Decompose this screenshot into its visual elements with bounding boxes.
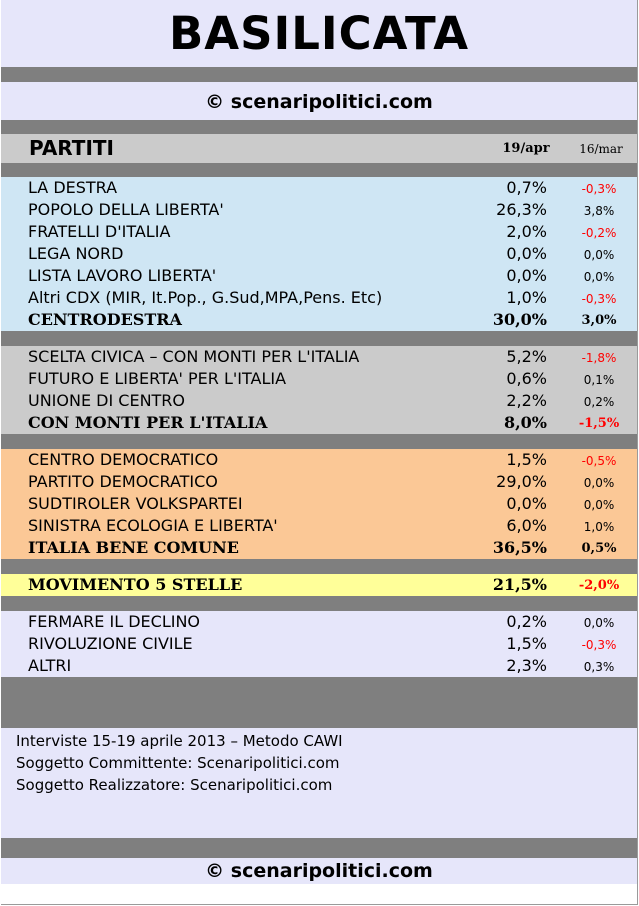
table-row — [1, 243, 637, 265]
footer-line-survey: Interviste 15-19 aprile 2013 – Metodo CAWI — [16, 732, 343, 750]
separator — [1, 596, 637, 611]
copyright-band-top — [1, 82, 637, 120]
party-name: SINISTRA ECOLOGIA E LIBERTA' — [28, 516, 278, 535]
party-delta: 3,8% — [583, 204, 615, 218]
party-delta: 1,0% — [583, 520, 615, 534]
party-name: Altri CDX (MIR, It.Pop., G.Sud,MPA,Pens. Etc) — [28, 288, 383, 307]
party-name: FRATELLI D'ITALIA — [28, 222, 171, 241]
table-row — [1, 346, 637, 368]
separator — [1, 838, 637, 858]
separator — [1, 331, 637, 346]
party-value: 1,0% — [506, 288, 547, 307]
party-value: 2,0% — [506, 222, 547, 241]
party-delta: -0,3% — [581, 182, 617, 196]
table-header — [1, 134, 637, 163]
party-name: SCELTA CIVICA – CON MONTI PER L'ITALIA — [28, 347, 360, 366]
table-row — [1, 199, 637, 221]
party-delta: 0,2% — [583, 395, 615, 409]
party-delta: -1,8% — [581, 351, 617, 365]
separator — [1, 67, 637, 82]
party-value: 6,0% — [506, 516, 547, 535]
party-name: FERMARE IL DECLINO — [28, 612, 201, 631]
party-name: RIVOLUZIONE CIVILE — [28, 634, 193, 653]
table-row — [1, 287, 637, 309]
title-band — [1, 0, 637, 67]
separator — [1, 434, 637, 449]
footer-notes — [1, 728, 637, 838]
party-name: FUTURO E LIBERTA' PER L'ITALIA — [28, 369, 287, 388]
party-value: 5,2% — [506, 347, 547, 366]
table-row — [1, 515, 637, 537]
group-delta: -2,0% — [578, 578, 620, 593]
party-value: 2,2% — [506, 391, 547, 410]
group-total-row — [1, 537, 637, 559]
copyright-bottom: © scenaripolitici.com — [205, 860, 433, 882]
copyright-top: © scenaripolitici.com — [205, 91, 433, 113]
table-row — [1, 221, 637, 243]
party-delta: -0,3% — [581, 638, 617, 652]
party-name: LA DESTRA — [28, 178, 118, 197]
party-name: UNIONE DI CENTRO — [28, 391, 186, 410]
separator — [1, 677, 637, 728]
party-delta: 0,0% — [583, 476, 615, 490]
table-row — [1, 265, 637, 287]
party-delta: -0,2% — [581, 226, 617, 240]
party-delta: -0,5% — [581, 454, 617, 468]
group-value: 21,5% — [492, 575, 547, 594]
footer-line-producer: Soggetto Realizzatore: Scenaripolitici.com — [16, 776, 333, 794]
party-value: 0,2% — [506, 612, 547, 631]
group-total-row — [1, 309, 637, 331]
party-value: 2,3% — [506, 656, 547, 675]
party-delta: 0,0% — [583, 270, 615, 284]
group-delta: -1,5% — [578, 416, 620, 431]
party-name: CENTRO DEMOCRATICO — [28, 450, 219, 469]
group-value: 8,0% — [503, 413, 547, 432]
group-delta: 0,5% — [581, 541, 617, 556]
party-value: 0,6% — [506, 369, 547, 388]
footer-line-client: Soggetto Committente: Scenaripolitici.com — [16, 754, 340, 772]
group-total-row — [1, 412, 637, 434]
party-value: 0,0% — [506, 266, 547, 285]
separator — [1, 559, 637, 574]
party-name: SUDTIROLER VOLKSPARTEI — [28, 494, 243, 513]
group-total-row — [1, 574, 637, 596]
party-value: 1,5% — [506, 634, 547, 653]
copyright-band-bottom — [1, 858, 637, 884]
table-row — [1, 449, 637, 471]
group-value: 30,0% — [492, 310, 547, 329]
party-value: 1,5% — [506, 450, 547, 469]
group-name: MOVIMENTO 5 STELLE — [28, 575, 243, 594]
party-delta: 0,1% — [583, 373, 615, 387]
table-row — [1, 655, 637, 677]
party-delta: 0,3% — [583, 660, 615, 674]
party-delta: -0,3% — [581, 292, 617, 306]
table-row — [1, 390, 637, 412]
column-header-previous-date: 16/mar — [579, 142, 623, 156]
separator — [1, 120, 637, 134]
page-title: BASILICATA — [168, 7, 470, 60]
party-delta: 0,0% — [583, 248, 615, 262]
party-value: 29,0% — [496, 472, 547, 491]
table-row — [1, 611, 637, 633]
table-row — [1, 177, 637, 199]
party-value: 0,7% — [506, 178, 547, 197]
group-delta: 3,0% — [581, 313, 617, 328]
column-header-parties: PARTITI — [29, 136, 114, 160]
table-row — [1, 633, 637, 655]
party-value: 26,3% — [496, 200, 547, 219]
group-name: CENTRODESTRA — [28, 310, 182, 329]
party-value: 0,0% — [506, 494, 547, 513]
party-name: PARTITO DEMOCRATICO — [28, 472, 218, 491]
party-name: ALTRI — [28, 656, 72, 675]
party-name: LEGA NORD — [28, 244, 124, 263]
group-value: 36,5% — [492, 538, 547, 557]
column-header-current-date: 19/apr — [502, 141, 550, 156]
separator — [1, 163, 637, 177]
party-value: 0,0% — [506, 244, 547, 263]
group-name: ITALIA BENE COMUNE — [28, 538, 239, 557]
table-row — [1, 368, 637, 390]
table-row — [1, 471, 637, 493]
table-row — [1, 493, 637, 515]
party-name: LISTA LAVORO LIBERTA' — [28, 266, 217, 285]
group-name: CON MONTI PER L'ITALIA — [28, 413, 268, 432]
party-name: POPOLO DELLA LIBERTA' — [28, 200, 224, 219]
party-delta: 0,0% — [583, 616, 615, 630]
party-delta: 0,0% — [583, 498, 615, 512]
